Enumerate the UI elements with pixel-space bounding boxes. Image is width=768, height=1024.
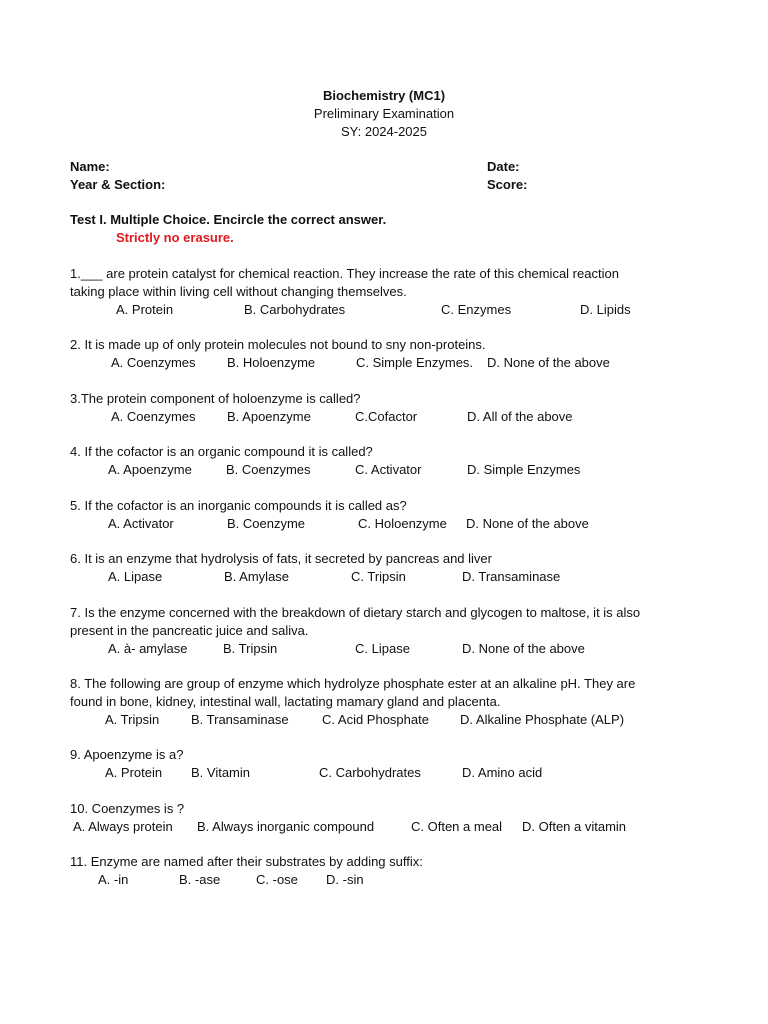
- answer-option[interactable]: C. Simple Enzymes.: [356, 355, 474, 370]
- question-text: 2. It is made up of only protein molecules not bound to sny non-proteins.: [70, 337, 486, 352]
- question-text: 6. It is an enzyme that hydrolysis of fats, it secreted by pancreas and liver: [70, 551, 492, 566]
- answer-option[interactable]: D. None of the above: [462, 641, 585, 656]
- question-text: 1.___ are protein catalyst for chemical reaction. They increase the rate of this chemical reaction: [70, 266, 619, 281]
- answer-option[interactable]: B. Always inorganic compound: [197, 819, 375, 834]
- question-text: found in bone, kidney, intestinal wall, lactating mamary gland and placenta.: [70, 694, 501, 709]
- answer-option[interactable]: B. -ase: [179, 872, 221, 887]
- question-text: 10. Coenzymes is ?: [70, 801, 185, 816]
- exam-subtitle: Preliminary Examination: [313, 106, 455, 121]
- answer-option[interactable]: D. Transaminase: [462, 569, 561, 584]
- test-heading: Test I. Multiple Choice. Encircle the correct answer.: [70, 212, 387, 227]
- answer-option[interactable]: D. Amino acid: [462, 765, 543, 780]
- answer-option[interactable]: C. Acid Phosphate: [322, 712, 429, 727]
- answer-option[interactable]: C. Carbohydrates: [319, 765, 421, 780]
- answer-option[interactable]: A. Coenzymes: [111, 355, 196, 370]
- answer-option[interactable]: C. Enzymes: [441, 302, 512, 317]
- answer-option[interactable]: A. Tripsin: [105, 712, 160, 727]
- answer-option[interactable]: B. Tripsin: [223, 641, 278, 656]
- answer-option[interactable]: D. Lipids: [580, 302, 631, 317]
- answer-option[interactable]: D. None of the above: [466, 516, 589, 531]
- answer-option[interactable]: C. Often a meal: [411, 819, 503, 834]
- date-label: Date:: [487, 159, 520, 174]
- answer-option[interactable]: B. Carbohydrates: [244, 302, 346, 317]
- answer-option[interactable]: B. Apoenzyme: [227, 409, 311, 424]
- question-text: 3.The protein component of holoenzyme is called?: [70, 391, 361, 406]
- answer-option[interactable]: B. Coenzymes: [226, 462, 311, 477]
- answer-option[interactable]: A. Activator: [108, 516, 174, 531]
- question-text: 4. If the cofactor is an organic compound it is called?: [70, 444, 373, 459]
- answer-option[interactable]: C. -ose: [256, 872, 298, 887]
- answer-option[interactable]: A. Protein: [105, 765, 163, 780]
- answer-option[interactable]: C. Tripsin: [351, 569, 406, 584]
- answer-option[interactable]: D. -sin: [326, 872, 364, 887]
- answer-option[interactable]: C. Activator: [355, 462, 422, 477]
- answer-option[interactable]: D. None of the above: [487, 355, 610, 370]
- question-text: taking place within living cell without changing themselves.: [70, 284, 407, 299]
- answer-option[interactable]: B. Vitamin: [191, 765, 251, 780]
- question-text: present in the pancreatic juice and saliva.: [70, 623, 309, 638]
- answer-option[interactable]: A. Coenzymes: [111, 409, 196, 424]
- exam-title: Biochemistry (MC1): [322, 88, 446, 103]
- question-text: 7. Is the enzyme concerned with the breakdown of dietary starch and glycogen to maltose, it is also: [70, 605, 641, 620]
- answer-option[interactable]: A. Lipase: [108, 569, 163, 584]
- test-note: Strictly no erasure.: [116, 230, 234, 245]
- answer-option[interactable]: D. Alkaline Phosphate (ALP): [460, 712, 625, 727]
- question-text: 8. The following are group of enzyme which hydrolyze phosphate ester at an alkaline pH. They are: [70, 676, 636, 691]
- question-text: 9. Apoenzyme is a?: [70, 747, 184, 762]
- answer-option[interactable]: A. -in: [98, 872, 129, 887]
- year-section-label: Year & Section:: [70, 177, 166, 192]
- answer-option[interactable]: B. Coenzyme: [227, 516, 306, 531]
- answer-option[interactable]: B. Amylase: [224, 569, 290, 584]
- answer-option[interactable]: A. Protein: [116, 302, 174, 317]
- answer-option[interactable]: A. Apoenzyme: [108, 462, 192, 477]
- question-text: 11. Enzyme are named after their substrates by adding suffix:: [70, 854, 423, 869]
- answer-option[interactable]: C.Cofactor: [355, 409, 418, 424]
- answer-option[interactable]: A. à- amylase: [108, 641, 188, 656]
- answer-option[interactable]: C. Lipase: [355, 641, 410, 656]
- question-text: 5. If the cofactor is an inorganic compounds it is called as?: [70, 498, 407, 513]
- school-year: SY: 2024-2025: [340, 124, 428, 139]
- answer-option[interactable]: D. All of the above: [467, 409, 573, 424]
- answer-option[interactable]: A. Always protein: [73, 819, 173, 834]
- name-label: Name:: [70, 159, 110, 174]
- answer-option[interactable]: B. Holoenzyme: [227, 355, 316, 370]
- answer-option[interactable]: D. Simple Enzymes: [467, 462, 581, 477]
- answer-option[interactable]: C. Holoenzyme: [358, 516, 447, 531]
- answer-option[interactable]: D. Often a vitamin: [522, 819, 627, 834]
- answer-option[interactable]: B. Transaminase: [191, 712, 289, 727]
- score-label: Score:: [487, 177, 528, 192]
